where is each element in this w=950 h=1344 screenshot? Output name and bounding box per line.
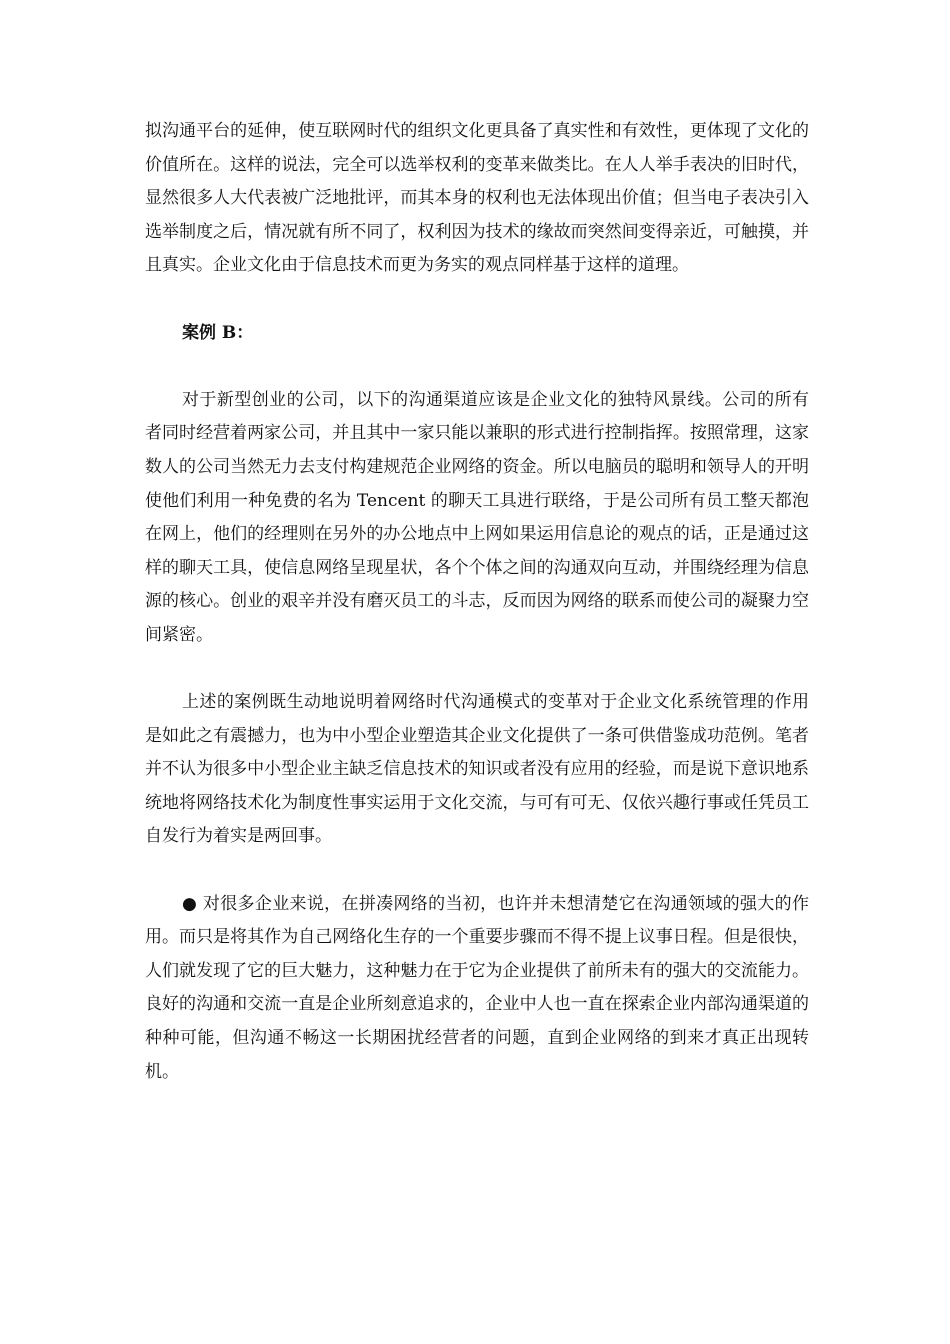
paragraph-gap: [145, 653, 809, 687]
paragraph-bullet: ● 对很多企业来说，在拼凑网络的当初，也许并未想清楚它在沟通领域的强大的作用。而只是将其作为自己网络化生存的一个重要步骤而不得不提上议事日程。但是很快，人们就发现了它的巨大魅力，这种魅力在于它为企业提供了前所未有的强大的交流能力。良好的沟通和交流一直是企业所刻意追求的，企业中人也一直在探索企业内部沟通渠道的种种可能，但沟通不畅这一长期困扰经营者的问题，直到企业网络的到来才真正出现转机。: [145, 893, 809, 1082]
paragraph-gap: [145, 854, 809, 888]
document-body: [145, 115, 809, 1089]
case-heading: 案例 B：: [182, 322, 254, 343]
paragraph-case-b: 对于新型创业的公司，以下的沟通渠道应该是企业文化的独特风景线。公司的所有者同时经营着两家公司，并且其中一家只能以兼职的形式进行控制指挥。按照常理，这家数人的公司当然无力去支付构建规范企业网络的资金。所以电脑员的聪明和领导人的开明使他们利用一种免费的名为 Tencent 的聊天工具进行联络，于是公司所有员工整天都泡在网上，他们的经理则在另外的办公地点中上网如果运用信息论的观点的话，正是通过这样的聊天工具，使信息网络呈现星状，各个个体之间的沟通双向互动，并围绕经理为信息源的核心。创业的艰辛并没有磨灭员工的斗志，反而因为网络的联系而使公司的凝聚力空间紧密。: [145, 389, 809, 645]
paragraph-continuation: 拟沟通平台的延伸，使互联网时代的组织文化更具备了真实性和有效性，更体现了文化的价值所在。这样的说法，完全可以选举权利的变革来做类比。在人人举手表决的旧时代，显然很多人大代表被广泛地批评，而其本身的权利也无法体现出价值；但当电子表决引入选举制度之后，情况就有所不同了，权利因为技术的缘故而突然间变得亲近，可触摸，并且真实。企业文化由于信息技术而更为务实的观点同样基于这样的道理。: [145, 121, 809, 276]
paragraph-gap: [145, 350, 809, 384]
paragraph-gap: [145, 283, 809, 317]
paragraph-analysis: 上述的案例既生动地说明着网络时代沟通模式的变革对于企业文化系统管理的作用是如此之有震撼力，也为中小型企业塑造其企业文化提供了一条可供借鉴成功范例。笔者并不认为很多中小型企业主缺乏信息技术的知识或者没有应用的经验，而是说下意识地系统地将网络技术化为制度性事实运用于文化交流，与可有可无、仅依兴趣行事或任凭员工自发行为着实是两回事。: [145, 692, 809, 847]
